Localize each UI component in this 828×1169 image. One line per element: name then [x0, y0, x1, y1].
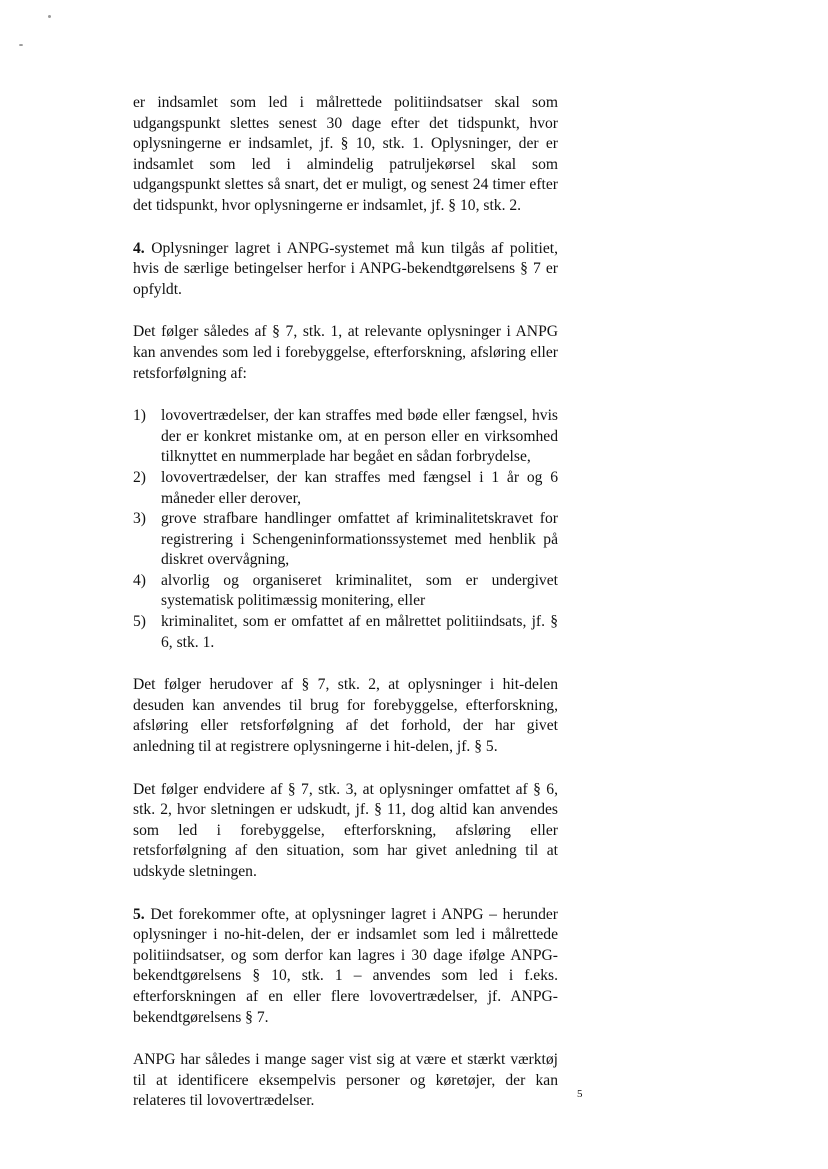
paragraph-text: er indsamlet som led i målrettede politiindsatser skal som udgangspunkt slettes senest 30 dage efter det tidspunkt, hvor oplysningerne er indsamlet, jf. § 10, stk. 1. Oplysninger, der er indsamlet som led i almindelig patruljekørsel skal som udgangspunkt slettes så snart, det er muligt, og senest 24 timer efter det tidspunkt, hvor oplysningerne er indsamlet, jf. § 10, stk. 2.	[133, 94, 558, 214]
list-item-text: lovovertrædelser, der kan straffes med bøde eller fængsel, hvis der er konkret mistanke om, at en person eller en virksomhed tilknyttet en nummerplade har begået en sådan forbrydelse,	[161, 407, 558, 466]
paragraph-text: Det følger herudover af § 7, stk. 2, at oplysninger i hit-delen desuden kan anvendes til brug for forebyggelse, efterforskning, afsløring eller retsforfølgning af det forhold, der har givet anledning til at registrere oplysningerne i hit-delen, jf. § 5.	[133, 676, 558, 756]
list-item	[133, 571, 558, 612]
paragraph-text: ANPG har således i mange sager vist sig at være et stærkt værktøj til at identificere eksempelvis personer og køretøjer, der kan relateres til lovovertrædelser.	[133, 1051, 558, 1110]
paragraph-text: Det følger endvidere af § 7, stk. 3, at oplysninger omfattet af § 6, stk. 2, hvor sletningen er udskudt, jf. § 11, dog altid kan anvendes som led i forebyggelse, efterforskning, afsløring eller retsforfølgning af den situation, som har givet anledning til at udskyde sletningen.	[133, 780, 558, 880]
list-item-text: kriminalitet, som er omfattet af en målrettet politiindsats, jf. § 6, stk. 1.	[161, 613, 558, 651]
list-item-number: 3)	[133, 510, 146, 528]
paragraph-number: 5.	[133, 905, 145, 923]
paragraph	[133, 239, 558, 301]
numbered-list	[133, 406, 558, 653]
scan-speck	[19, 44, 23, 46]
list-item-text: alvorlig og organiseret kriminalitet, som er undergivet systematisk politimæssig monitering, eller	[161, 571, 558, 610]
list-item	[133, 612, 558, 653]
paragraph-text: Det følger således af § 7, stk. 1, at relevante oplysninger i ANPG kan anvendes som led i forebyggelse, efterforskning, afsløring eller retsforfølgning af:	[133, 323, 558, 382]
list-item-number: 1)	[133, 407, 146, 425]
paragraph	[133, 675, 558, 757]
scan-speck	[48, 15, 51, 18]
list-item	[133, 468, 558, 509]
paragraph	[133, 93, 558, 217]
paragraph	[133, 322, 558, 384]
list-item-number: 2)	[133, 468, 146, 486]
paragraph-text: Oplysninger lagret i ANPG-systemet må kun tilgås af politiet, hvis de særlige betingelser herfor i ANPG-bekendtgørelsens § 7 er opfyldt.	[133, 239, 558, 298]
list-item-number: 5)	[133, 613, 146, 631]
list-item	[133, 509, 558, 571]
document-body	[133, 93, 558, 1134]
paragraph-text: Det forekommer ofte, at oplysninger lagret i ANPG – herunder oplysninger i no-hit-delen, der er indsamlet som led i målrettede politiindsatser, og som derfor kan lagres i 30 dage ifølge ANPG-bekendtgørelsens § 10, stk. 1 – anvendes som led i f.eks. efterforskningen af en eller flere lovovertrædelser, jf. ANPG-bekendtgørelsens § 7.	[133, 905, 558, 1026]
list-item-text: grove strafbare handlinger omfattet af kriminalitetskravet for registrering i Schengeninformationssystemet med henblik på diskret overvågning,	[161, 510, 558, 569]
paragraph-number: 4.	[133, 239, 145, 257]
page-number: 5	[577, 1088, 583, 1100]
paragraph	[133, 780, 558, 883]
list-item-number: 4)	[133, 571, 146, 589]
list-item	[133, 406, 558, 468]
paragraph	[133, 905, 558, 1029]
list-item-text: lovovertrædelser, der kan straffes med fængsel i 1 år og 6 måneder eller derover,	[161, 468, 558, 507]
paragraph	[133, 1050, 558, 1112]
